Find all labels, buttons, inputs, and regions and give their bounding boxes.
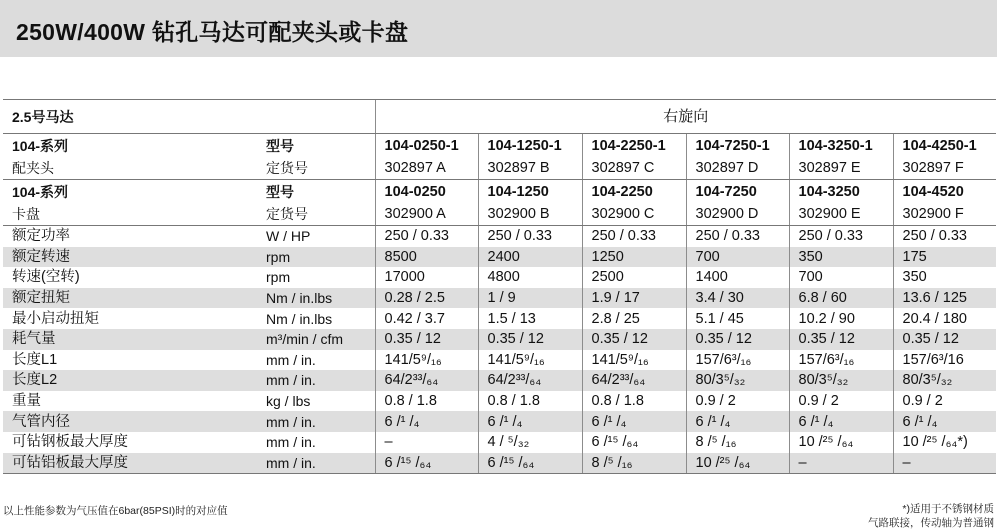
title-bar <box>0 0 997 57</box>
spec-value: 250 / 0.33 <box>375 226 478 247</box>
chuck-series: 104-系列 <box>12 183 69 200</box>
collet-order: 302897 B <box>487 159 550 176</box>
spec-unit: mm / in. <box>257 453 375 474</box>
table-header-row <box>3 100 996 134</box>
table-row <box>3 308 996 329</box>
spec-value: 157/6³/₁₆ <box>686 350 789 371</box>
spec-value: 2.8 / 25 <box>582 308 686 329</box>
spec-value: 0.35 / 12 <box>375 329 478 350</box>
spec-value: 6 /¹ /₄ <box>582 411 686 432</box>
spec-name: 可钻铝板最大厚度 <box>3 453 257 474</box>
spec-value: – <box>789 453 893 474</box>
footnote-shaft: 气路联接，传动轴为普通钢 <box>868 517 994 529</box>
spec-value: 6 /¹ /₄ <box>893 411 996 432</box>
chuck-order: 302900 C <box>591 205 655 222</box>
table-row <box>3 267 996 288</box>
collet-order: 302897 D <box>695 159 759 176</box>
spec-unit: mm / in. <box>257 411 375 432</box>
spec-unit: rpm <box>266 269 291 286</box>
chuck-order: 302900 E <box>798 205 861 222</box>
collet-series: 104-系列 <box>12 137 69 154</box>
spec-value: 6 /¹ /₄ <box>789 411 893 432</box>
spec-value: 5.1 / 45 <box>686 308 789 329</box>
spec-value: 80/3⁵/₃₂ <box>686 370 789 391</box>
spec-value: – <box>375 432 478 453</box>
table-row <box>3 329 996 350</box>
spec-value: 13.6 / 125 <box>893 288 996 309</box>
chuck-order: 302900 B <box>487 205 550 222</box>
chuck-model-row <box>3 180 996 226</box>
collet-order-label: 定货号 <box>266 159 308 176</box>
spec-value: 3.4 / 30 <box>686 288 789 309</box>
spec-value: 0.9 / 2 <box>893 391 996 412</box>
spec-value: 1 / 9 <box>478 288 582 309</box>
collet-model: 104-4250-1 <box>902 137 977 154</box>
chuck-model: 104-2250 <box>591 183 653 200</box>
spec-value: 6 /¹⁵ /₆₄ <box>478 453 582 474</box>
chuck-model: 104-1250 <box>487 183 549 200</box>
table-row <box>3 288 996 309</box>
motor-label: 2.5号马达 <box>3 100 375 134</box>
chuck-order: 302900 D <box>695 205 759 222</box>
spec-value: 2400 <box>478 247 582 268</box>
spec-unit: m³/min / cfm <box>257 329 375 350</box>
spec-value: 0.35 / 12 <box>478 329 582 350</box>
spec-name: 气管内径 <box>3 411 257 432</box>
spec-unit: mm / in. <box>257 370 375 391</box>
spec-value: 0.28 / 2.5 <box>375 288 478 309</box>
spec-name: 额定功率 <box>12 228 70 245</box>
spec-value: 6 /¹⁵ /₆₄ <box>582 432 686 453</box>
spec-value: 64/2³³/₆₄ <box>582 370 686 391</box>
spec-value: 0.8 / 1.8 <box>478 391 582 412</box>
spec-value: 141/5⁹/₁₆ <box>478 350 582 371</box>
spec-value: 700 <box>789 267 893 288</box>
spec-name: 最小启动扭矩 <box>12 310 99 327</box>
spec-value: 80/3⁵/₃₂ <box>893 370 996 391</box>
collet-order: 302897 F <box>902 159 964 176</box>
chuck-order-label: 定货号 <box>266 205 308 222</box>
spec-value: 700 <box>686 247 789 268</box>
collet-model-row <box>3 134 996 180</box>
spec-value: – <box>893 453 996 474</box>
spec-value: 8500 <box>375 247 478 268</box>
spec-name: 额定转速 <box>3 247 257 268</box>
chuck-model-label: 型号 <box>266 183 294 200</box>
spec-name: 耗气量 <box>3 329 257 350</box>
spec-value: 0.8 / 1.8 <box>582 391 686 412</box>
spec-value: 0.9 / 2 <box>789 391 893 412</box>
spec-value: 6 /¹ /₄ <box>686 411 789 432</box>
spec-value: 6 /¹ /₄ <box>478 411 582 432</box>
spec-unit: Nm / in.lbs <box>257 288 375 309</box>
direction-label: 右旋向 <box>375 100 996 134</box>
collet-model-label: 型号 <box>266 137 294 154</box>
spec-value: 1.9 / 17 <box>582 288 686 309</box>
chuck-type: 卡盘 <box>12 205 40 222</box>
collet-model: 104-2250-1 <box>591 137 666 154</box>
collet-model: 104-3250-1 <box>798 137 873 154</box>
spec-unit: mm / in. <box>266 351 316 368</box>
collet-order: 302897 E <box>798 159 861 176</box>
collet-model: 104-0250-1 <box>384 137 459 154</box>
spec-value: 6 /¹ /₄ <box>375 411 478 432</box>
spec-table <box>3 99 996 474</box>
spec-name: 转速(空转) <box>12 269 80 286</box>
table-row <box>3 370 996 391</box>
chuck-model: 104-3250 <box>798 183 860 200</box>
spec-value: 0.35 / 12 <box>582 329 686 350</box>
spec-value: 0.35 / 12 <box>789 329 893 350</box>
chuck-order: 302900 F <box>902 205 964 222</box>
table-row <box>3 350 996 371</box>
spec-value: 1400 <box>686 267 789 288</box>
spec-value: 10.2 / 90 <box>789 308 893 329</box>
collet-model: 104-1250-1 <box>487 137 562 154</box>
spec-value: 0.42 / 3.7 <box>375 308 478 329</box>
spec-unit: mm / in. <box>266 434 316 451</box>
chuck-order: 302900 A <box>384 205 446 222</box>
spec-value: 4 / ⁵/₃₂ <box>478 432 582 453</box>
spec-unit: W / HP <box>266 228 311 245</box>
spec-unit: rpm <box>257 247 375 268</box>
spec-value: 6 /¹⁵ /₆₄ <box>375 453 478 474</box>
chuck-model: 104-0250 <box>384 183 446 200</box>
spec-value: 0.35 / 12 <box>893 329 996 350</box>
spec-value: 141/5⁹/₁₆ <box>582 350 686 371</box>
collet-model: 104-7250-1 <box>695 137 770 154</box>
spec-name: 可钻钢板最大厚度 <box>12 434 128 451</box>
spec-value: 6.8 / 60 <box>789 288 893 309</box>
spec-value: 350 <box>893 267 996 288</box>
footnote-stainless: *)适用于不锈钢材质 <box>902 503 994 515</box>
spec-name: 额定扭矩 <box>3 288 257 309</box>
spec-value: 64/2³³/₆₄ <box>478 370 582 391</box>
spec-value: 250 / 0.33 <box>893 226 996 247</box>
spec-value: 64/2³³/₆₄ <box>375 370 478 391</box>
spec-unit: Nm / in.lbs <box>266 310 333 327</box>
spec-value: 1250 <box>582 247 686 268</box>
table-row <box>3 453 996 474</box>
spec-value: 157/6³/₁₆ <box>789 350 893 371</box>
table-row <box>3 247 996 268</box>
spec-value: 350 <box>789 247 893 268</box>
spec-name: 重量 <box>12 393 41 410</box>
spec-value: 10 /²⁵ /₆₄ <box>789 432 893 453</box>
table-row <box>3 432 996 453</box>
chuck-model: 104-4520 <box>902 183 964 200</box>
spec-value: 10 /²⁵ /₆₄ <box>686 453 789 474</box>
spec-value: 250 / 0.33 <box>582 226 686 247</box>
spec-value: 141/5⁹/₁₆ <box>375 350 478 371</box>
spec-name: 长度L1 <box>12 351 58 368</box>
spec-value: 8 /⁵ /₁₆ <box>686 432 789 453</box>
spec-value: 250 / 0.33 <box>478 226 582 247</box>
spec-unit: kg / lbs <box>266 393 311 410</box>
table-row <box>3 411 996 432</box>
spec-value: 0.9 / 2 <box>686 391 789 412</box>
table-row <box>3 226 996 247</box>
collet-type: 配夹头 <box>12 159 54 176</box>
collet-order: 302897 A <box>384 159 446 176</box>
spec-value: 250 / 0.33 <box>789 226 893 247</box>
spec-value: 20.4 / 180 <box>893 308 996 329</box>
spec-value: 17000 <box>375 267 478 288</box>
collet-order: 302897 C <box>591 159 655 176</box>
spec-value: 8 /⁵ /₁₆ <box>582 453 686 474</box>
spec-value: 2500 <box>582 267 686 288</box>
spec-value: 175 <box>893 247 996 268</box>
spec-value: 0.35 / 12 <box>686 329 789 350</box>
table-row <box>3 391 996 412</box>
page-title: 250W/400W 钻孔马达可配夹头或卡盘 <box>16 19 409 45</box>
spec-value: 1.5 / 13 <box>478 308 582 329</box>
spec-value: 10 /²⁵ /₆₄*) <box>893 432 996 453</box>
footnote-pressure: 以上性能参数为气压值在6bar(85PSI)时的对应值 <box>3 505 228 517</box>
spec-name: 长度L2 <box>3 370 257 391</box>
chuck-model: 104-7250 <box>695 183 757 200</box>
spec-value: 157/6³/16 <box>893 350 996 371</box>
spec-value: 4800 <box>478 267 582 288</box>
spec-value: 250 / 0.33 <box>686 226 789 247</box>
spec-value: 0.8 / 1.8 <box>375 391 478 412</box>
spec-value: 80/3⁵/₃₂ <box>789 370 893 391</box>
